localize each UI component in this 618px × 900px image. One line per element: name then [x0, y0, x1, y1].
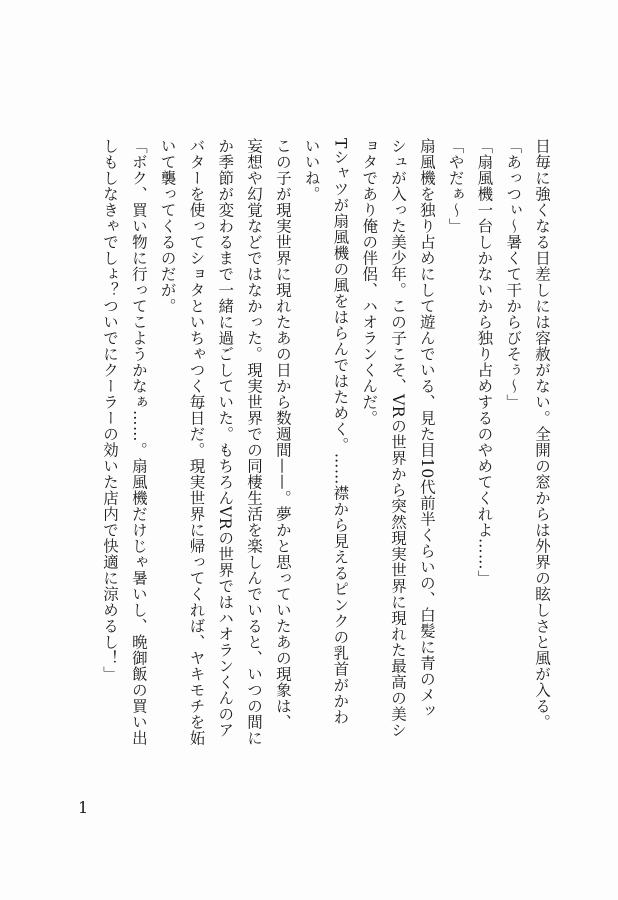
text-line: 「ボク、買い物に行ってこようかなぁ……。扇風機だけじゃ暑いし、晩御飯の買い出	[129, 138, 148, 746]
body-text	[95, 138, 556, 798]
text-line: 「扇風機一台しかないから独り占めするのやめてくれよ……」	[475, 138, 494, 586]
text-line: 扇風機を独り占めにして遊んでいる、見た目10代前半くらいの、白髪に青のメッ	[417, 138, 436, 719]
text-line: ョタであり俺の伴侶、ハオランくんだ。	[360, 138, 379, 426]
text-line: 日毎に強くなる日差しには容赦がない。全開の窓からは外界の眩しさと風が入る。	[533, 138, 551, 730]
text-line: しもしなきゃでしょ？ついでにクーラーの効いた店内で快適に涼めるし！」	[101, 138, 120, 682]
text-line: 妄想や幻覚などではなかった。現実世界での同棲生活を楽しんでいると、いつの間に	[245, 138, 264, 746]
text-line: いいね。	[302, 138, 321, 202]
text-line: バターを使ってショタといちゃつく毎日だ。現実世界に帰ってくれば、ヤキモチを妬	[187, 138, 206, 746]
text-line: この子が現実世界に現れたあの日から数週間——。夢かと思っていたあの現象は、	[273, 138, 292, 730]
text-line: 「やだぁ〜」	[446, 138, 465, 234]
text-line: Tシャツが扇風機の風をはらんではためく。……襟から見えるピンクの乳首がかわ	[331, 138, 350, 725]
text-line: か季節が変わるまで一緒に過ごしていた。もちろんVRの世界ではハオランくんのア	[216, 138, 235, 738]
text-line: 「あっつぃ〜暑くて干からびそぅ〜」	[504, 138, 523, 410]
page-number: 1	[78, 798, 89, 817]
text-line: いて襲ってくるのだが。	[158, 138, 177, 314]
text-line: シュが入った美少年。この子こそ、VRの世界から突然現実世界に現れた最高の美シ	[389, 138, 408, 738]
